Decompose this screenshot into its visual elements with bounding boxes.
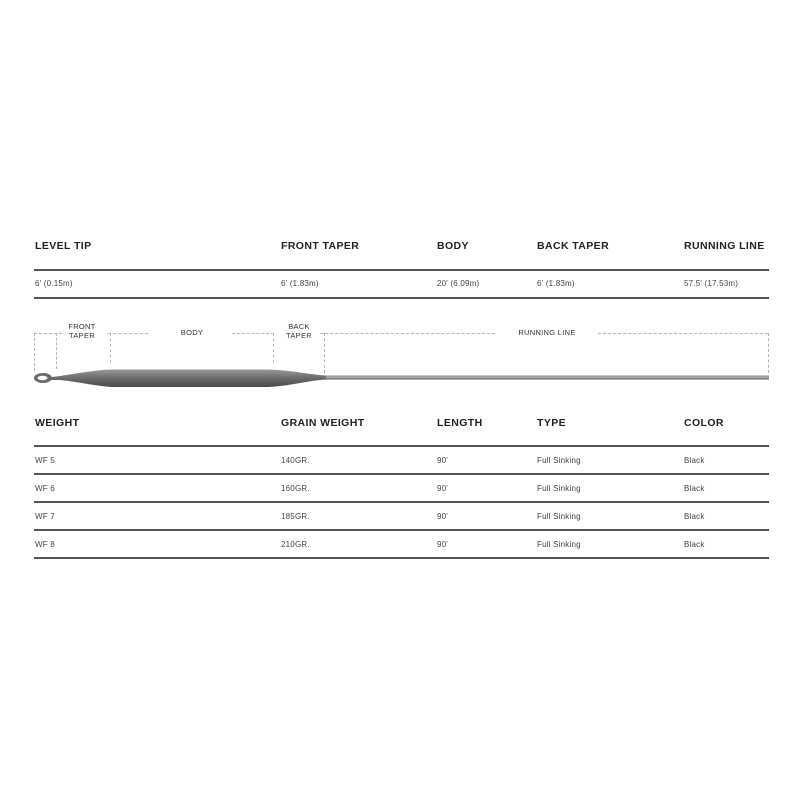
divider — [34, 529, 769, 531]
cell-weight: WF 7 — [35, 512, 55, 521]
bracket-level-tip — [34, 333, 62, 334]
cell-length: 90' — [437, 540, 449, 549]
cell-type: Full Sinking — [537, 484, 581, 493]
cell-type: Full Sinking — [537, 540, 581, 549]
cell-weight: WF 8 — [35, 540, 55, 549]
value-back-taper: 6' (1.83m) — [537, 279, 575, 288]
divider — [34, 473, 769, 475]
divider — [34, 445, 769, 447]
cell-grain-weight: 160GR. — [281, 484, 310, 493]
divider — [34, 297, 769, 299]
value-running-line: 57.5' (17.53m) — [684, 279, 739, 288]
label-running-line: RUNNING LINE — [518, 328, 576, 337]
cell-grain-weight: 185GR. — [281, 512, 310, 521]
value-level-tip: 6' (0.15m) — [35, 279, 73, 288]
label-body: BODY — [180, 328, 204, 337]
value-front-taper: 6' (1.83m) — [281, 279, 319, 288]
header-length: LENGTH — [437, 417, 483, 429]
cell-color: Black — [684, 512, 705, 521]
cell-weight: WF 6 — [35, 484, 55, 493]
divider — [34, 501, 769, 503]
header-level-tip: LEVEL TIP — [35, 240, 92, 252]
header-color: COLOR — [684, 417, 724, 429]
divider — [34, 269, 769, 271]
header-grain-weight: GRAIN WEIGHT — [281, 417, 365, 429]
bracket-running-left — [320, 333, 495, 334]
cell-length: 90' — [437, 456, 449, 465]
divider — [34, 557, 769, 559]
bracket-divider — [110, 333, 111, 363]
label-front-taper: FRONT TAPER — [68, 322, 96, 340]
header-body: BODY — [437, 240, 469, 252]
header-running-line: RUNNING LINE — [684, 240, 765, 252]
bracket-body-right — [232, 333, 274, 334]
cell-grain-weight: 140GR. — [281, 456, 310, 465]
cell-type: Full Sinking — [537, 512, 581, 521]
cell-color: Black — [684, 540, 705, 549]
header-front-taper: FRONT TAPER — [281, 240, 360, 252]
cell-length: 90' — [437, 484, 449, 493]
value-body: 20' (6.09m) — [437, 279, 480, 288]
bracket-body-left — [108, 333, 148, 334]
header-weight: WEIGHT — [35, 417, 80, 429]
header-back-taper: BACK TAPER — [537, 240, 610, 252]
cell-weight: WF 5 — [35, 456, 55, 465]
bracket-running-right — [598, 333, 768, 334]
bracket-divider — [273, 333, 274, 363]
header-type: TYPE — [537, 417, 567, 429]
label-back-taper: BACK TAPER — [286, 322, 312, 340]
cell-grain-weight: 210GR. — [281, 540, 310, 549]
fly-line-illustration — [0, 360, 800, 400]
cell-color: Black — [684, 484, 705, 493]
cell-length: 90' — [437, 512, 449, 521]
cell-color: Black — [684, 456, 705, 465]
cell-type: Full Sinking — [537, 456, 581, 465]
